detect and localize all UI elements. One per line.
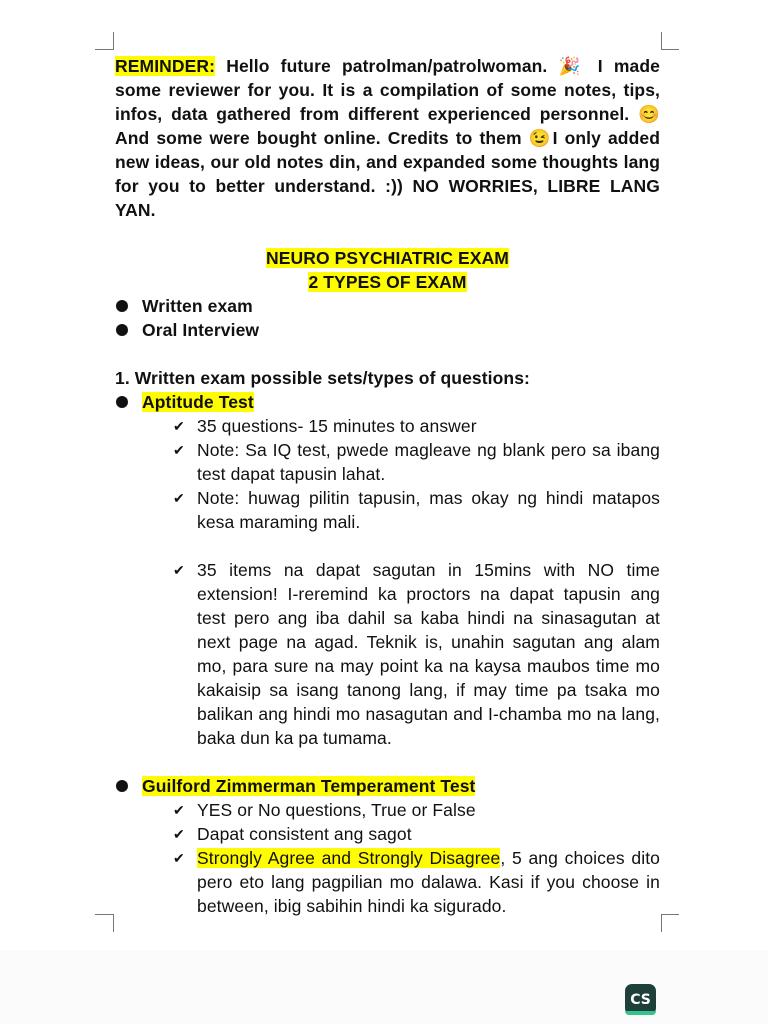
checkmark-icon: ✔ [173, 418, 185, 434]
document-content [115, 54, 660, 918]
reminder-label: REMINDER: [115, 56, 216, 76]
checkmark-icon: ✔ [173, 490, 185, 506]
section-1-title: 1. Written exam possible sets/types of questions: [115, 368, 530, 388]
reminder-text: Hello future patrolman/patrolwoman. 🎉 I made some reviewer for you. It is a compilation of some notes, tips, infos, data gathered from different experienced personnel. 😊And some were bought online. Credits to them 😉I only added new ideas, our old notes din, and expanded some thoughts lang for you to better understand. :)) NO WORRIES, LIBRE LANG YAN. [115, 56, 660, 220]
checkmark-icon: ✔ [173, 562, 185, 578]
crop-mark-bottom-right [661, 914, 679, 915]
crop-mark-bottom-left-v [113, 914, 114, 932]
bullet-icon [116, 300, 128, 312]
list-item: ✔ YES or No questions, True or False [173, 800, 476, 820]
checkmark-icon: ✔ [173, 802, 185, 818]
camscanner-logo-icon: CS [625, 984, 656, 1015]
list-item: ✔ Strongly Agree and Strongly Disagree, 5 ang choices dito pero eto lang pagpilian mo dalawa. Kasi if you choose in between, ibig sabihin hindi ka sigurado. [173, 848, 660, 916]
bullet-icon [116, 324, 128, 336]
crop-mark-top-right-v [661, 32, 662, 50]
heading-line-2: 2 TYPES OF EXAM [308, 272, 467, 292]
list-item-type: Written exam [115, 294, 660, 318]
bullet-icon [116, 780, 128, 792]
list-item-type: Oral Interview [115, 318, 660, 342]
checkmark-icon: ✔ [173, 442, 185, 458]
list-item: ✔ Note: Sa IQ test, pwede magleave ng blank pero sa ibang test dapat tapusin lahat. [173, 440, 660, 484]
crop-mark-bottom-left [95, 914, 113, 915]
bullet-icon [116, 396, 128, 408]
crop-mark-top-left [95, 49, 113, 50]
crop-mark-bottom-right-v [661, 914, 662, 932]
guilford-test-heading: Guilford Zimmerman Temperament Test [115, 774, 660, 798]
crop-mark-top-right [661, 49, 679, 50]
checkmark-icon: ✔ [173, 850, 185, 866]
list-item: ✔ Dapat consistent ang sagot [173, 824, 412, 844]
heading-line-1: NEURO PSYCHIATRIC EXAM [265, 248, 509, 268]
reminder-paragraph [115, 54, 660, 222]
list-item: ✔ 35 questions- 15 minutes to answer [173, 416, 477, 436]
aptitude-test-heading: Aptitude Test [115, 390, 660, 414]
checkmark-icon: ✔ [173, 826, 185, 842]
list-item: ✔ Note: huwag pilitin tapusin, mas okay ng hindi matapos kesa maraming mali. [173, 488, 660, 532]
crop-mark-top-left-v [113, 32, 114, 50]
list-item: ✔ 35 items na dapat sagutan in 15mins with NO time extension! I-reremind ka proctors na dapat tapusin ang test pero ang iba dahil sa kaba hindi na sinasagutan at next page na agad. Teknik is, unahin sagutan ang alam mo, para sure na may point ka na kaysa maubos time mo kakaisip sa isang tanong lang, if may time pa tsaka mo balikan ang hindi mo nasagutan and I-chamba mo na lang, baka dun ka pa tumama. [173, 560, 660, 748]
